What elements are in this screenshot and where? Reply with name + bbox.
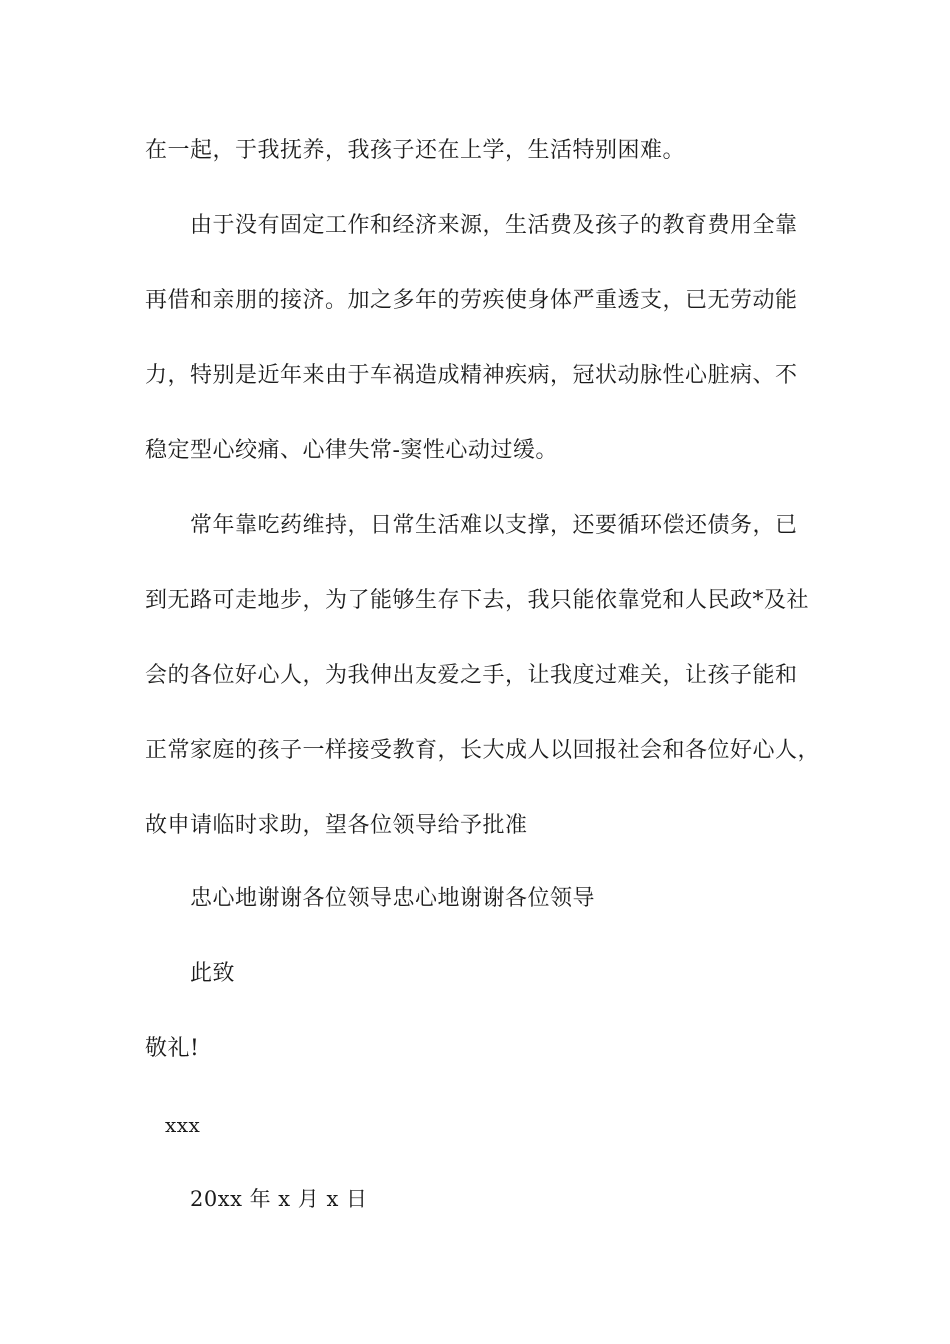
closing-line: 此致 [190,961,236,986]
date-line: 20xx 年 x 月 x 日 [190,1187,368,1211]
paragraph-2-line-2: 再借和亲朋的接济。加之多年的劳疾使身体严重透支，已无劳动能 [145,288,798,313]
paragraph-2-line-4: 稳定型心绞痛、心律失常-窦性心动过缓。 [145,438,558,463]
paragraph-3-line-1: 常年靠吃药维持，日常生活难以支撑，还要循环偿还债务，已 [190,513,798,538]
paragraph-1-line-1: 在一起，于我抚养，我孩子还在上学，生活特别困难。 [145,138,686,163]
paragraph-3-line-3: 会的各位好心人，为我伸出友爱之手，让我度过难关，让孩子能和 [145,663,798,688]
signature: xxx [165,1113,201,1137]
paragraph-2-line-1: 由于没有固定工作和经济来源，生活费及孩子的教育费用全靠 [190,213,798,238]
paragraph-3-line-4: 正常家庭的孩子一样接受教育，长大成人以回报社会和各位好心人， [145,738,821,763]
salute-line: 敬礼! [145,1036,200,1061]
paragraph-3-line-5: 故申请临时求助，望各位领导给予批准 [145,813,528,838]
paragraph-3-line-2: 到无路可走地步，为了能够生存下去，我只能依靠党和人民政*及社 [145,588,810,613]
paragraph-2-line-3: 力，特别是近年来由于车祸造成精神疾病，冠状动脉性心脏病、不 [145,363,798,388]
thanks-line: 忠心地谢谢各位领导忠心地谢谢各位领导 [190,886,596,911]
